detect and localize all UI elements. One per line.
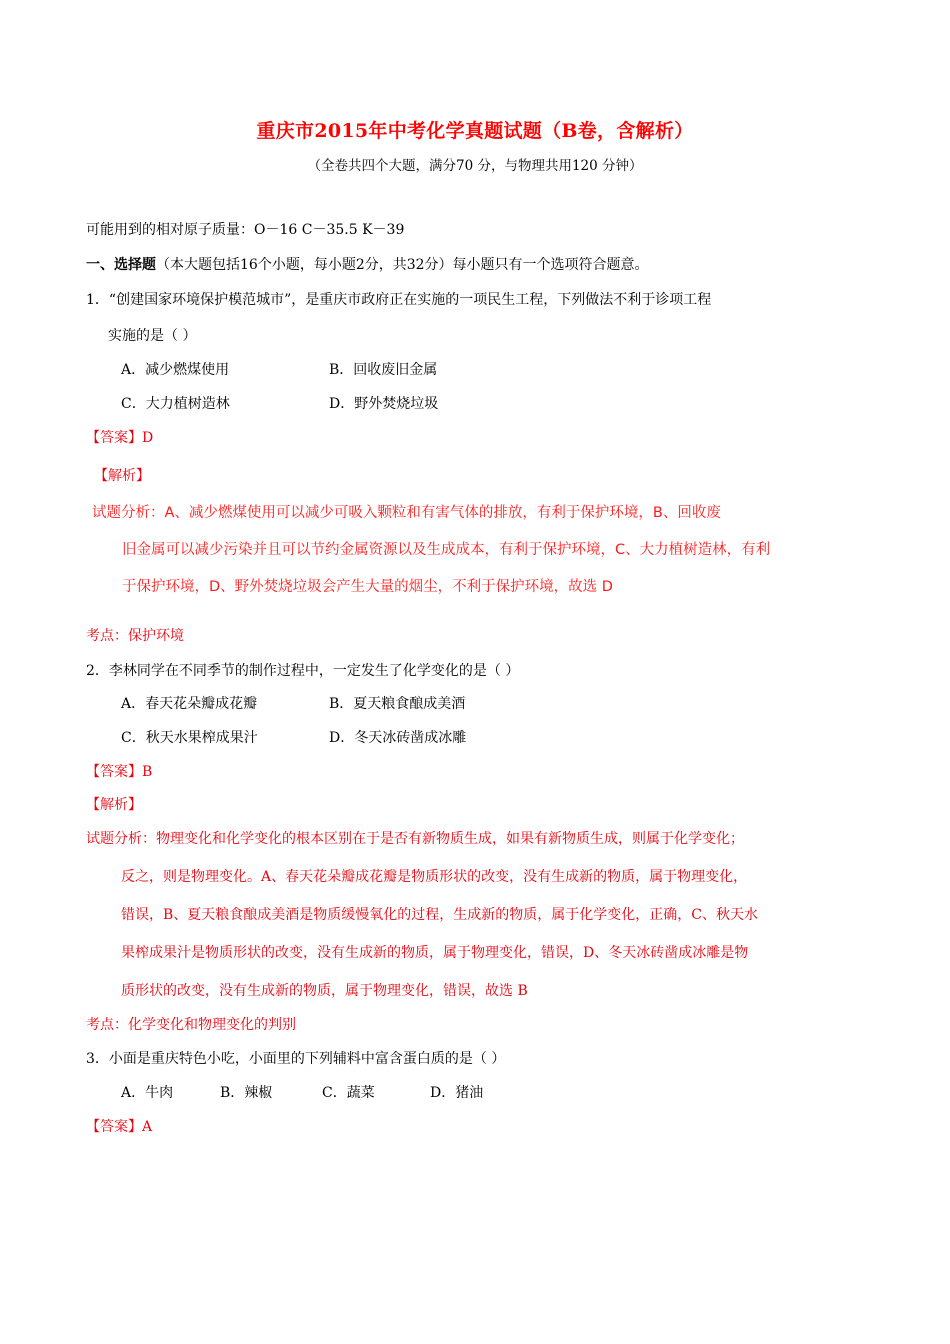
q3-option-a: A．牛肉 (121, 1085, 174, 1101)
q1-analysis-line3: 于保护环境，D、野外焚烧垃圾会产生大量的烟尘，不利于保护环境，故选 D (122, 579, 613, 595)
q3-option-d: D．猪油 (430, 1085, 484, 1101)
q2-analysis-line4: 果榨成果汁是物质形状的改变，没有生成新的物质，属于物理变化，错误，D、冬天冰砖凿成冰雕是物 (121, 945, 749, 961)
q2-analysis-label: 【解析】 (86, 797, 142, 813)
q1-answer-label: 【答案】 (86, 430, 142, 446)
page-title: 重庆市2015年中考化学真题试题（B卷，含解析） (256, 120, 694, 142)
q1-answer (86, 428, 153, 448)
q1-answer-value: D (142, 430, 154, 446)
q2-answer-value: B (142, 764, 153, 780)
q2-answer (86, 762, 152, 782)
section-heading (86, 255, 649, 275)
q2-option-a: A．春天花朵瓣成花瓣 (121, 696, 258, 712)
q2-option-d: D．冬天冰砖凿成冰雕 (329, 730, 467, 746)
q1-stem-line1: 1．“创建国家环境保护模范城市”，是重庆市政府正在实施的一项民生工程，下列做法不利于诊项工程 (86, 292, 712, 308)
q1-option-b: B．回收废旧金属 (329, 362, 438, 378)
q3-option-b: B．辣椒 (220, 1085, 273, 1101)
q3-option-c: C．蔬菜 (322, 1085, 375, 1101)
q2-answer-label: 【答案】 (86, 764, 142, 780)
q2-stem: 2．李林同学在不同季节的制作过程中，一定发生了化学变化的是（ ） (86, 663, 520, 679)
q3-answer-label: 【答案】 (86, 1119, 142, 1135)
q2-topic: 考点：化学变化和物理变化的判别 (86, 1017, 296, 1033)
q2-analysis-line2: 反之，则是物理变化。A、春天花朵瓣成花瓣是物质形状的改变，没有生成新的物质，属于物理变化， (121, 869, 748, 885)
q3-answer (86, 1117, 152, 1137)
q3-stem: 3．小面是重庆特色小吃，小面里的下列辅料中富含蛋白质的是（ ） (86, 1051, 506, 1067)
q1-option-c: C．大力植树造林 (121, 396, 230, 412)
q2-option-c: C．秋天水果榨成果汁 (121, 730, 258, 746)
atomic-mass-line: 可能用到的相对原子质量：O－16 C－35.5 K－39 (86, 222, 405, 238)
q1-option-d: D．野外焚烧垃圾 (329, 396, 439, 412)
q1-topic: 考点：保护环境 (86, 628, 184, 644)
q3-answer-value: A (142, 1119, 153, 1135)
section-title: 一、选择题 (86, 257, 156, 273)
page-subtitle: （全卷共四个大题，满分70 分，与物理共用120 分钟） (307, 158, 643, 174)
section-note: （本大题包括16个小题，每小题2分，共32分）每小题只有一个选项符合题意。 (156, 257, 649, 273)
q2-option-b: B．夏天粮食酿成美酒 (329, 696, 466, 712)
q2-analysis-line1: 试题分析：物理变化和化学变化的根本区别在于是否有新物质生成，如果有新物质生成，则属于化学变化； (86, 831, 744, 847)
q1-analysis-label: 【解析】 (94, 468, 150, 484)
q2-analysis-line3: 错误，B、夏天粮食酿成美酒是物质缓慢氧化的过程，生成新的物质，属于化学变化，正确，C、秋天水 (121, 907, 758, 923)
q2-analysis-line5: 质形状的改变，没有生成新的物质，属于物理变化，错误，故选 B (121, 983, 528, 999)
q1-analysis-line2: 旧金属可以减少污染并且可以节约金属资源以及生成成本，有利于保护环境，C、大力植树造林，有利 (122, 542, 771, 558)
q1-analysis-line1: 试题分析：A、减少燃煤使用可以减少可吸入颗粒和有害气体的排放，有利于保护环境，B、回收废 (92, 505, 721, 521)
q1-option-a: A．减少燃煤使用 (121, 362, 230, 378)
q1-stem-line2: 实施的是（ ） (108, 328, 197, 344)
